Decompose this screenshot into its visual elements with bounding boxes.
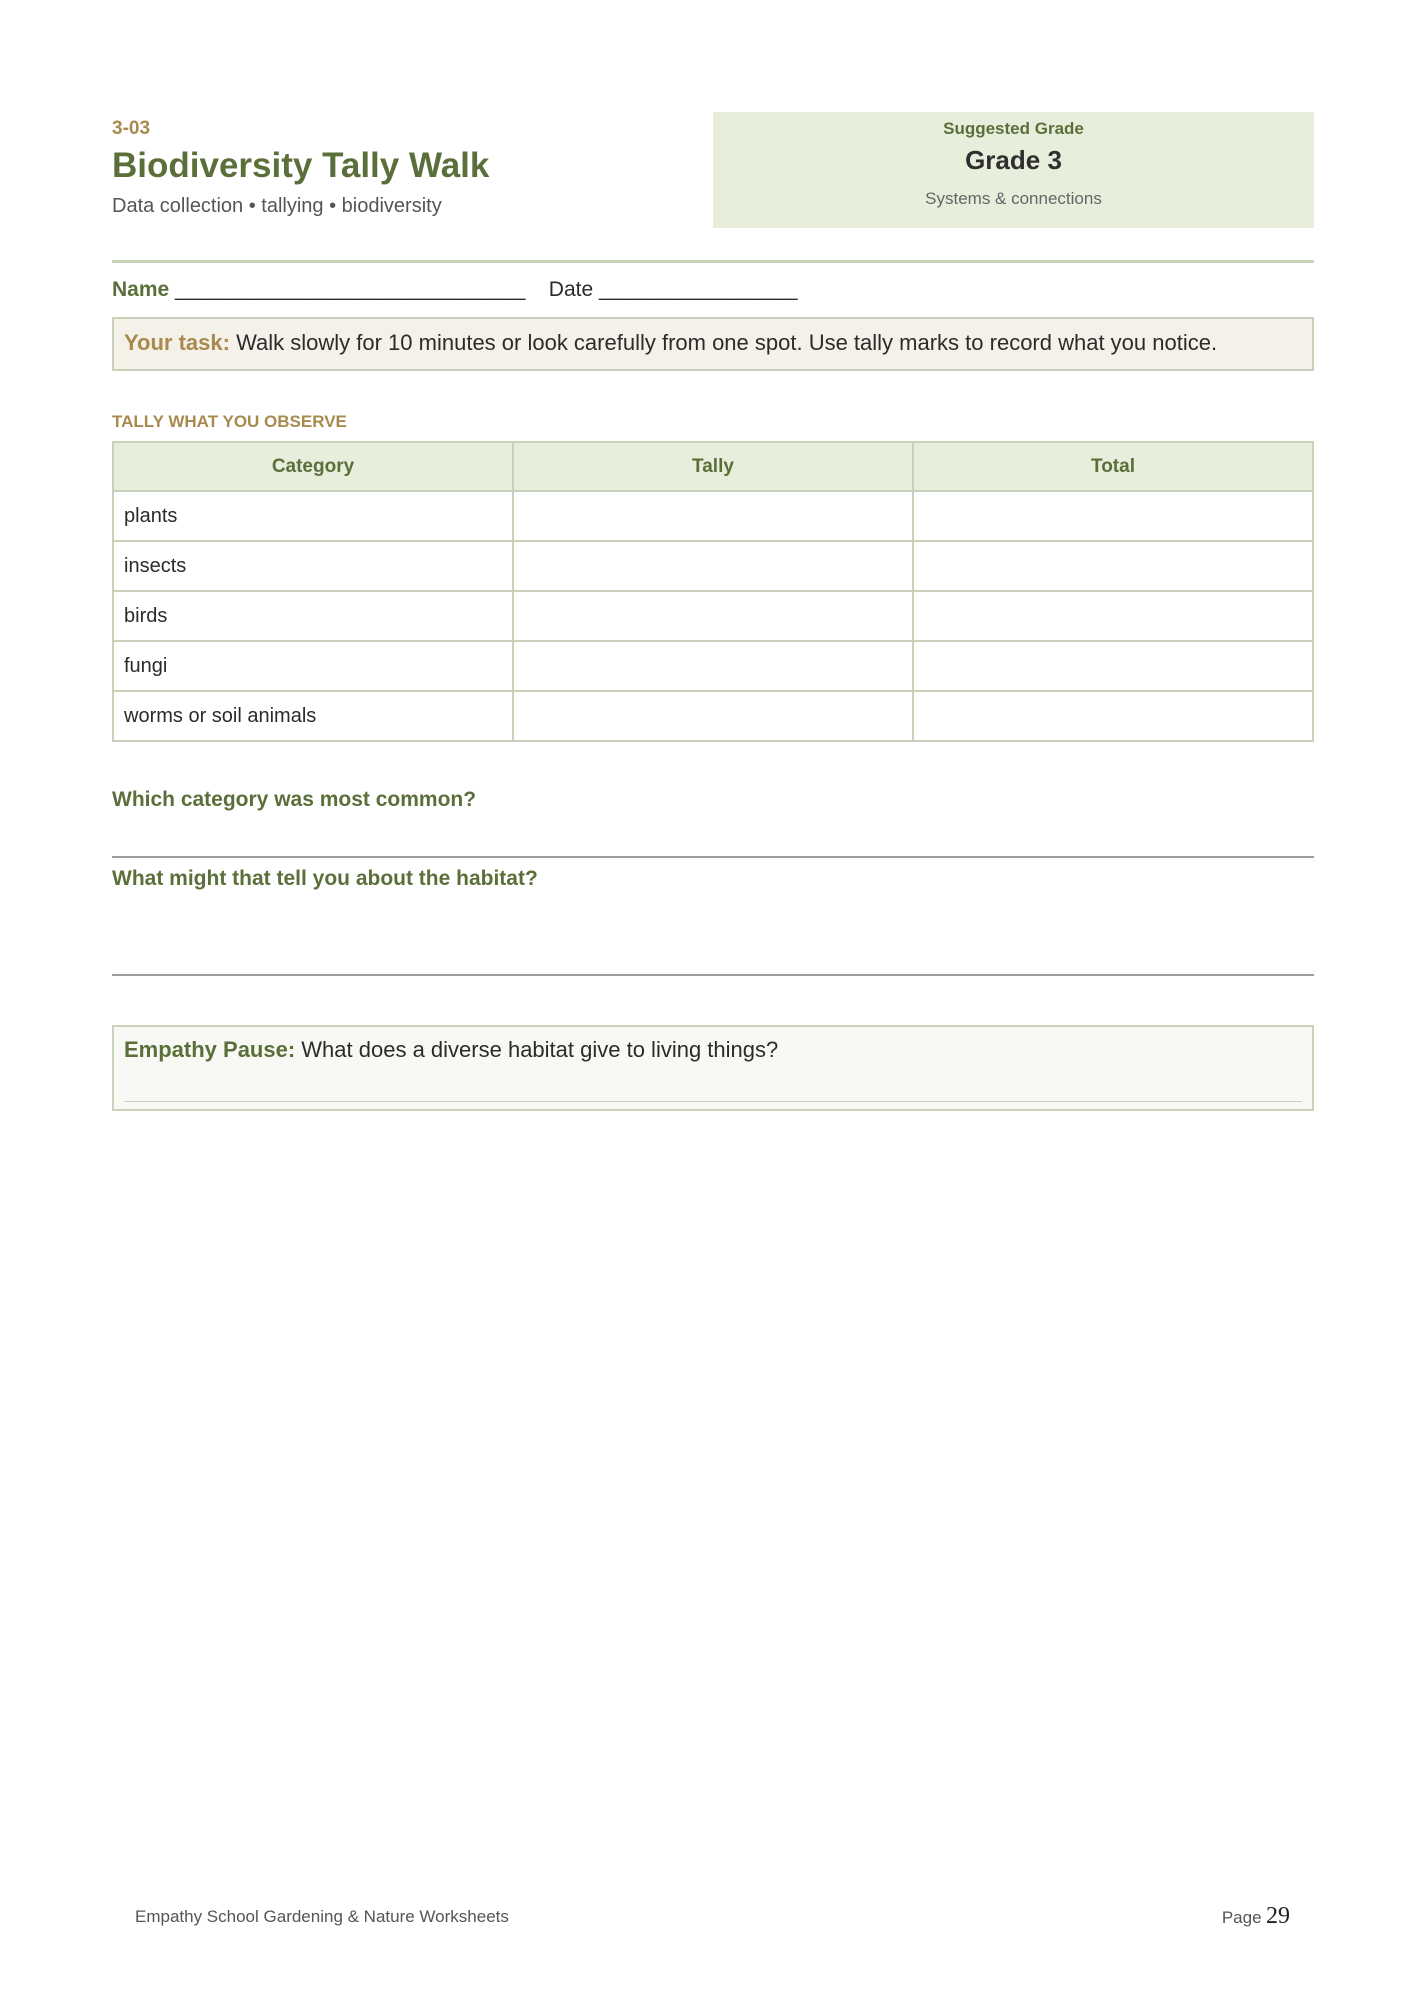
page-label: Page xyxy=(1221,1908,1262,1927)
name-label: Name xyxy=(112,278,170,301)
task-text: Walk slowly for 10 minutes or look carefully from one spot. Use tally marks to record what you notice. xyxy=(236,330,1218,355)
total-cell[interactable] xyxy=(913,541,1313,591)
worksheet-subtitle: Data collection • tallying • biodiversity xyxy=(112,195,442,217)
tally-cell[interactable] xyxy=(513,541,913,591)
answer-line-habitat[interactable] xyxy=(112,974,1314,976)
question-habitat: What might that tell you about the habitat? xyxy=(112,867,538,890)
answer-line-most-common[interactable] xyxy=(112,856,1314,858)
empathy-pause-label: Empathy Pause: xyxy=(124,1037,296,1062)
date-field[interactable]: _________________ xyxy=(598,278,798,301)
tally-cell[interactable] xyxy=(513,691,913,741)
worksheet-code: 3-03 xyxy=(112,118,151,139)
table-row xyxy=(113,541,1313,591)
category-cell: worms or soil animals xyxy=(113,691,513,741)
category-cell: fungi xyxy=(113,641,513,691)
total-cell[interactable] xyxy=(913,591,1313,641)
total-cell[interactable] xyxy=(913,491,1313,541)
footer-series-title: Empathy School Gardening & Nature Worksheets xyxy=(135,1907,509,1926)
grade-value: Grade 3 xyxy=(965,145,1062,175)
table-row xyxy=(113,691,1313,741)
empathy-pause-box xyxy=(112,1025,1314,1111)
task-box xyxy=(112,317,1314,371)
tally-table xyxy=(112,441,1314,742)
page-number-block xyxy=(1222,1903,1290,1930)
column-header-total: Total xyxy=(913,442,1313,491)
column-header-tally: Tally xyxy=(513,442,913,491)
column-header-category: Category xyxy=(113,442,513,491)
table-row xyxy=(113,491,1313,541)
empathy-pause-prompt xyxy=(124,1037,778,1063)
suggested-grade-label: Suggested Grade xyxy=(943,119,1084,138)
header-divider xyxy=(112,260,1314,263)
question-most-common: Which category was most common? xyxy=(112,788,477,811)
total-cell[interactable] xyxy=(913,641,1313,691)
empathy-pause-text: What does a diverse habitat give to living things? xyxy=(301,1037,779,1062)
category-cell: insects xyxy=(113,541,513,591)
tally-section-heading: TALLY WHAT YOU OBSERVE xyxy=(112,412,347,431)
category-cell: birds xyxy=(113,591,513,641)
page-number: 29 xyxy=(1266,1903,1290,1929)
table-row xyxy=(113,591,1313,641)
tally-cell[interactable] xyxy=(513,641,913,691)
worksheet-title: Biodiversity Tally Walk xyxy=(112,146,490,185)
table-row xyxy=(113,641,1313,691)
suggested-grade-panel xyxy=(713,112,1314,228)
tally-cell[interactable] xyxy=(513,491,913,541)
tally-table-header xyxy=(113,442,1313,491)
grade-theme: Systems & connections xyxy=(925,189,1102,208)
category-cell: plants xyxy=(113,491,513,541)
task-label: Your task: xyxy=(124,330,230,355)
total-cell[interactable] xyxy=(913,691,1313,741)
empathy-pause-answer-line[interactable] xyxy=(124,1101,1302,1102)
date-label: Date xyxy=(548,278,594,301)
name-date-line xyxy=(112,278,798,302)
name-field[interactable]: ______________________________ xyxy=(175,278,526,301)
task-instructions xyxy=(124,330,1217,356)
tally-cell[interactable] xyxy=(513,591,913,641)
